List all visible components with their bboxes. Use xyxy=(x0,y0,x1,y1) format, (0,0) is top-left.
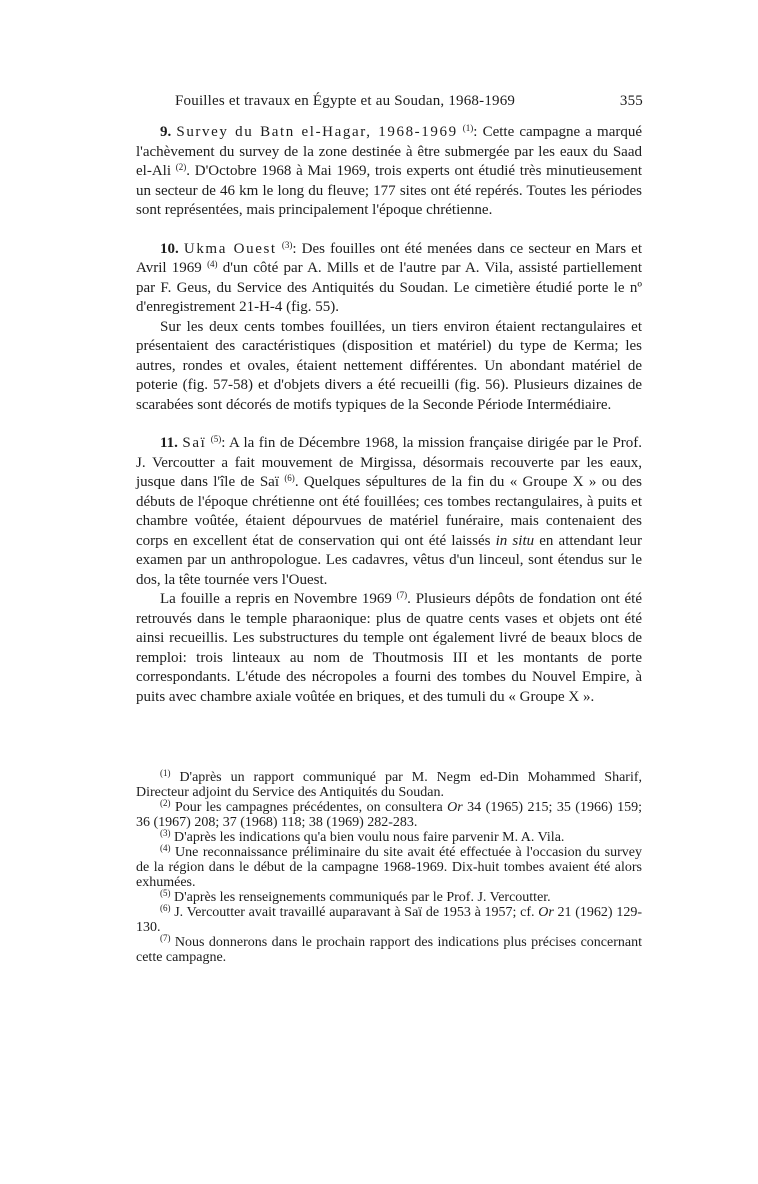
footnote-text: J. Vercoutter avait travaillé auparavant à Saï de 1953 à 1957; cf. xyxy=(170,905,539,920)
footnotes xyxy=(136,770,642,965)
section-11-paragraph xyxy=(136,434,642,590)
section-text: La fouille a repris en Novembre 1969 xyxy=(160,591,392,607)
footnote xyxy=(136,845,642,890)
italic-term: in situ xyxy=(495,532,535,549)
page-number: 355 xyxy=(619,93,643,109)
footnote xyxy=(136,830,642,845)
footnote xyxy=(136,905,642,935)
section-text: . Quelques sépultures de la fin du « Groupe X » ou des débuts de l'époque chrétienne ont été fouillées; ces tombes rectangulaires, à puits et chambre voûtée, étaient dépourvues de matériel funéraire, mais contenaient des corps en excellent état de conservation qui ont été laissés xyxy=(136,474,642,549)
footnote-text: 21 (1962) 129-130. xyxy=(136,905,642,935)
footnote-mark: (3) xyxy=(160,828,171,838)
footnote-ref[interactable]: (3) xyxy=(281,239,293,250)
section-number: 9. xyxy=(160,124,172,140)
footnote xyxy=(136,770,642,800)
footnote-text: Une reconnaissance préliminaire du site avait été effectuée à l'occasion du survey de la région dans le début de la campagne 1968-1969. Dix-huit tombes avaient été alors exhumées. xyxy=(136,845,642,890)
section-title: Survey du Batn el-Hagar, 1968-1969 xyxy=(176,124,458,140)
section-text: : Des fouilles ont été menées dans ce secteur en Mars et Avril 1969 xyxy=(136,240,643,276)
section-text: . D'Octobre 1968 à Mai 1969, trois experts ont étudié très minutieusement un secteur de 46 km le long du fleuve; 177 sites ont été repérés. Toutes les périodes sont représentées, mais principalement l'époque chrétienne. xyxy=(136,163,642,218)
section-9-paragraph xyxy=(136,123,642,221)
running-header xyxy=(175,93,643,115)
footnote-text: Nous donnerons dans le prochain rapport des indications plus précises concernant cette campagne. xyxy=(136,935,642,965)
section-text: d'un côté par A. Mills et de l'autre par A. Vila, assisté partiellement par F. Geus, du Service des Antiquités du Soudan. Le cimetière étudié porte le nº d'enregistrement 21-H-4 (fig. 55). xyxy=(136,260,642,315)
section-11-paragraph-2 xyxy=(136,590,642,707)
section-text: : A la fin de Décembre 1968, la mission française dirigée par le Prof. J. Vercoutter a fait mouvement de Mirgissa, désormais recouverte par les eaux, jusque dans l'île de Saï xyxy=(136,435,643,490)
footnote-ref[interactable]: (6) xyxy=(284,473,295,483)
journal-abbrev: Or xyxy=(538,905,554,920)
footnote xyxy=(136,800,642,830)
footnote-ref[interactable]: (7) xyxy=(396,590,408,600)
section-text: : Cette campagne a marqué l'achèvement du survey de la zone destinée à être submergée par les eaux du Saad el-Ali xyxy=(136,124,643,179)
section-10-paragraph-2: Sur les deux cents tombes fouillées, un tiers environ étaient rectangulaires et présentaient des caractéristiques (disposition et matériel) du type de Kerma; les autres, rondes et ovales, étaient nettement différentes. Un abondant matériel de poterie (fig. 57-58) et d'objets divers a été recueilli (fig. 56). Plusieurs dizaines de scarabées sont décorés de motifs typiques de la Seconde Période Intermédiaire. xyxy=(136,318,642,413)
footnote-text: D'après les renseignements communiqués par le Prof. J. Vercoutter. xyxy=(170,890,551,905)
footnote-ref[interactable]: (4) xyxy=(207,259,218,269)
section-text: en attendant leur examen par un anthropologue. Les cadavres, vêtus d'un linceul, sont étendus sur le dos, la tête tournée vers l'Ouest. xyxy=(136,532,642,588)
footnote-text: D'après un rapport communiqué par M. Negm ed-Din Mohammed Sharif, Directeur adjoint du Service des Antiquités du Soudan. xyxy=(136,770,642,800)
footnote-ref[interactable]: (1) xyxy=(462,123,474,133)
section-number: 11. xyxy=(160,435,178,451)
section-title: Ukma Ouest xyxy=(183,240,277,257)
footnote-mark: (7) xyxy=(160,933,171,943)
section-10-paragraph xyxy=(136,240,642,318)
footnote-ref[interactable]: (2) xyxy=(175,162,187,172)
section-11 xyxy=(136,434,642,707)
section-number: 10. xyxy=(160,240,179,257)
section-title: Saï xyxy=(182,435,207,451)
footnote xyxy=(136,935,642,965)
running-title: Fouilles et travaux en Égypte et au Soudan, 1968-1969 xyxy=(175,93,516,109)
footnote-ref[interactable]: (5) xyxy=(210,434,222,444)
footnote-mark: (1) xyxy=(160,768,171,778)
footnote-text: Pour les campagnes précédentes, on consultera xyxy=(170,800,448,815)
section-text: . Plusieurs dépôts de fondation ont été retrouvés dans le temple pharaonique: plus de quatre cents vases et objets ont été ainsi recueillis. Les substructures du temple ont également livré de beaux blocs de remploi: trois linteaux au nom de Thoutmosis III et les montants de porte correspondants. L'étude des nécropoles a fourni des tombes du Nouvel Empire, à puits avec chambre axiale voûtée en briques, et des tumuli du « Groupe X ». xyxy=(136,591,643,705)
footnote xyxy=(136,890,642,905)
footnote-mark: (5) xyxy=(160,888,171,898)
journal-abbrev: Or xyxy=(447,800,463,815)
footnote-text: 34 (1965) 215; 35 (1966) 159; 36 (1967) 208; 37 (1968) 118; 38 (1969) 282-283. xyxy=(136,800,642,830)
footnote-mark: (2) xyxy=(160,798,171,808)
section-9 xyxy=(136,123,642,221)
section-10 xyxy=(136,240,642,416)
footnote-mark: (6) xyxy=(160,903,171,913)
footnote-mark: (4) xyxy=(160,843,171,853)
footnote-text: D'après les indications qu'a bien voulu nous faire parvenir M. A. Vila. xyxy=(170,830,565,845)
main-text xyxy=(136,123,642,707)
